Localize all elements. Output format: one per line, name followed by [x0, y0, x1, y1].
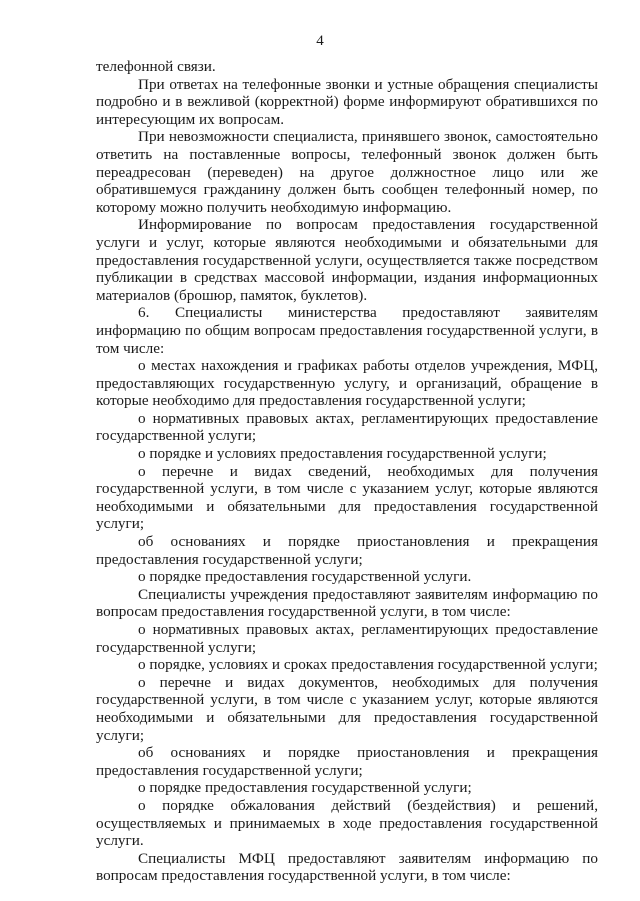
list-item: о местах нахождения и графиках работы отделов учреждения, МФЦ, предоставляющих государственную услугу, и организаций, обращение в которые необходимо для предоставления государственной услуги;	[96, 357, 598, 410]
list-item: о порядке, условиях и сроках предоставления государственной услуги;	[138, 656, 598, 674]
list-item: о порядке обжалования действий (бездействия) и решений, осуществляемых и принимаемых в ходе предоставления государственной услуги.	[96, 796, 598, 850]
paragraph-mfc-specialists: Специалисты МФЦ предоставляют заявителям информацию по вопросам предоставления государственной услуги, в том числе:	[96, 849, 598, 885]
document-body	[96, 58, 598, 885]
list-item: о нормативных правовых актах, регламентирующих предоставление государственной услуги;	[96, 621, 598, 656]
list-item: о перечне и видах документов, необходимых для получения государственной услуги, в том числе с указанием услуг, которые являются необходимыми и обязательными для предоставления государственной услуги;	[96, 673, 598, 744]
paragraph-institution-specialists: Специалисты учреждения предоставляют заявителям информацию по вопросам предоставления государственной услуги, в том числе:	[96, 585, 598, 621]
paragraph-phone-answers: При ответах на телефонные звонки и устные обращения специалисты подробно и в вежливой (корректной) форме информируют обратившихся по интересующим их вопросам.	[96, 75, 598, 128]
page-number: 4	[316, 33, 324, 49]
paragraph-media-informing: Информирование по вопросам предоставления государственной услуги и услуг, которые являются необходимыми и обязательными для предоставления государственной услуги, осуществляется также посредством публикации в средствах массовой информации, издания информационных материалов (брошюр, памяток, буклетов).	[96, 216, 598, 304]
list-item: о порядке и условиях предоставления государственной услуги;	[138, 445, 547, 463]
paragraph-ministry-specialists: 6. Специалисты министерства предоставляют заявителям информацию по общим вопросам предоставления государственной услуги, в том числе:	[96, 304, 598, 357]
list-item: об основаниях и порядке приостановления и прекращения предоставления государственной услуги;	[96, 744, 598, 779]
paragraph-call-redirect: При невозможности специалиста, принявшего звонок, самостоятельно ответить на поставленные вопросы, телефонный звонок должен быть переадресован (переведен) на другое должностное лицо или же обратившемуся гражданину должен быть сообщен телефонный номер, по которому можно получить необходимую информацию.	[96, 128, 598, 216]
list-item: о порядке предоставления государственной услуги.	[138, 568, 472, 586]
paragraph-continuation: телефонной связи.	[96, 58, 216, 75]
list-item: об основаниях и порядке приостановления и прекращения предоставления государственной услуги;	[96, 533, 598, 568]
list-item: о перечне и видах сведений, необходимых для получения государственной услуги, в том числе с указанием услуг, которые являются необходимыми и обязательными для предоставления государственной услуги;	[96, 462, 598, 533]
list-item: о порядке предоставления государственной услуги;	[138, 779, 472, 797]
list-item: о нормативных правовых актах, регламентирующих предоставление государственной услуги;	[96, 409, 598, 445]
